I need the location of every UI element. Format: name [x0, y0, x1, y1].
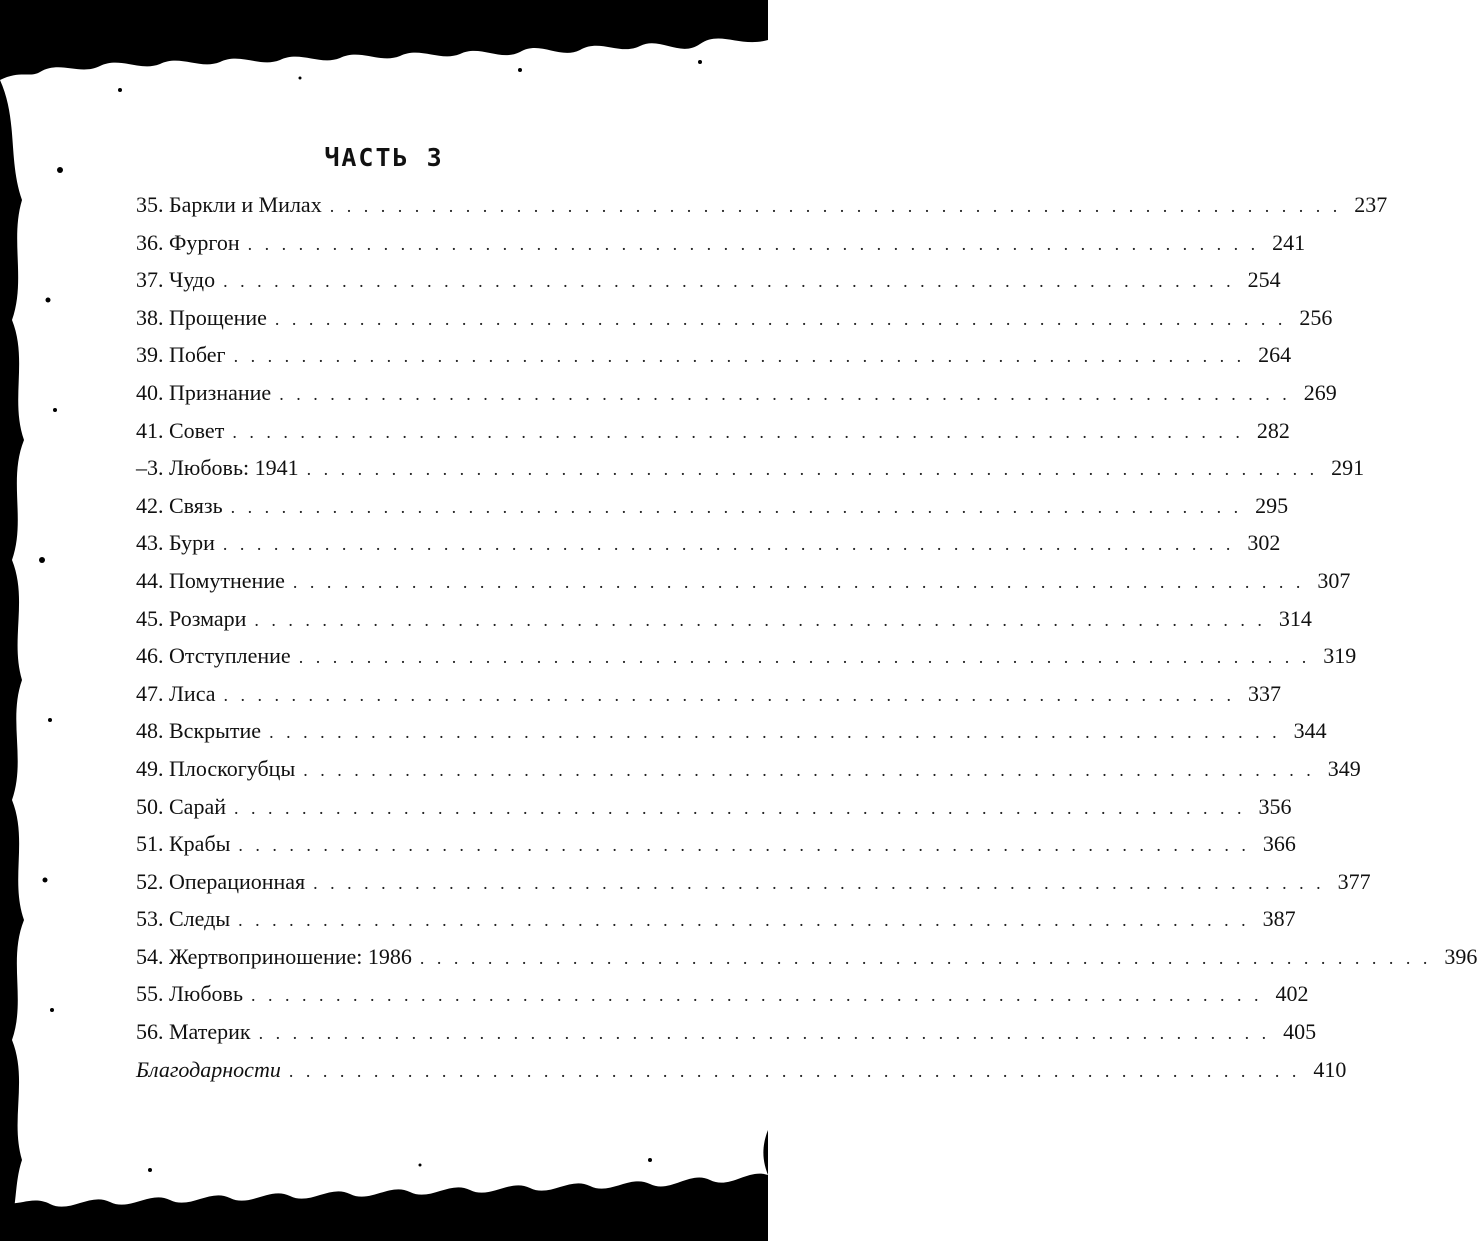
toc-entry-title: 49. Плоскогубцы	[136, 755, 296, 781]
toc-leader-dots: . . . . . . . . . . . . . . . . . . . . . . . . . . . . . . . . . . . . . . . . . . . . . . . . . . . . . . . . . . . .	[223, 684, 1235, 705]
toc-entry-page: 396	[1444, 943, 1477, 969]
toc-leader-dots: . . . . . . . . . . . . . . . . . . . . . . . . . . . . . . . . . . . . . . . . . . . . . . . . . . . . . . . . . . . .	[238, 910, 1250, 931]
toc-leader-dots: . . . . . . . . . . . . . . . . . . . . . . . . . . . . . . . . . . . . . . . . . . . . . . . . . . . . . . . . . . . .	[279, 383, 1291, 404]
toc-entry-page: 405	[1283, 1019, 1317, 1045]
toc-entry-title: 46. Отступление	[136, 643, 291, 669]
toc-entry	[136, 487, 1289, 525]
toc-entry-page: 291	[1331, 455, 1365, 481]
toc-entry	[136, 374, 1337, 412]
toc-entry	[136, 825, 1296, 863]
toc-leader-dots: . . . . . . . . . . . . . . . . . . . . . . . . . . . . . . . . . . . . . . . . . . . . . . . . . . . . . . . . . . . .	[303, 759, 1315, 780]
toc-entry-page: 256	[1299, 304, 1333, 330]
toc-entry	[136, 900, 1296, 938]
toc-leader-dots: . . . . . . . . . . . . . . . . . . . . . . . . . . . . . . . . . . . . . . . . . . . . . . . . . . . . . . . . . . . .	[329, 196, 1342, 216]
toc-leader-dots: . . . . . . . . . . . . . . . . . . . . . . . . . . . . . . . . . . . . . . . . . . . . . . . . . . . . . . . . . . . .	[232, 421, 1244, 442]
toc-entry	[136, 449, 1365, 487]
toc-entry-page: 387	[1262, 906, 1296, 932]
toc-leader-dots: . . . . . . . . . . . . . . . . . . . . . . . . . . . . . . . . . . . . . . . . . . . . . . . . . . . . . . . . . . . .	[269, 722, 1281, 743]
toc-entry	[136, 1013, 1317, 1051]
toc-entry-page: 377	[1337, 868, 1371, 894]
toc-leader-dots: . . . . . . . . . . . . . . . . . . . . . . . . . . . . . . . . . . . . . . . . . . . . . . . . . . . . . . . . . . . .	[298, 647, 1311, 668]
toc-entry-title: 40. Признание	[136, 379, 272, 405]
toc-entry-title: 51. Крабы	[136, 831, 231, 857]
toc-entry-page: 307	[1317, 567, 1351, 593]
toc-entry-title: –3. Любовь: 1941	[136, 455, 299, 481]
toc-entry-title: 53. Следы	[136, 906, 231, 932]
toc-leader-dots: . . . . . . . . . . . . . . . . . . . . . . . . . . . . . . . . . . . . . . . . . . . . . . . . . . . . . . . . . . . .	[250, 985, 1263, 1006]
toc-leader-dots: . . . . . . . . . . . . . . . . . . . . . . . . . . . . . . . . . . . . . . . . . . . . . . . . . . . . . . . . . . . .	[233, 797, 1246, 818]
toc-entry	[136, 224, 1306, 262]
toc-entry-page: 356	[1258, 793, 1292, 819]
toc-entry-title: 39. Побег	[136, 342, 226, 368]
toc-entry	[136, 336, 1292, 374]
toc-leader-dots: . . . . . . . . . . . . . . . . . . . . . . . . . . . . . . . . . . . . . . . . . . . . . . . . . . . . . . . . . . . .	[274, 308, 1287, 329]
toc-entry-title: 48. Вскрытие	[136, 718, 262, 744]
toc-entry	[136, 975, 1309, 1013]
table-of-contents	[136, 186, 1477, 1088]
toc-entry-page: 410	[1313, 1056, 1347, 1082]
toc-entry-page: 402	[1275, 981, 1309, 1007]
toc-leader-dots: . . . . . . . . . . . . . . . . . . . . . . . . . . . . . . . . . . . . . . . . . . . . . . . . . . . . . . . . . . . .	[247, 233, 1260, 254]
toc-entry	[136, 299, 1333, 337]
toc-entry-page: 349	[1327, 755, 1361, 781]
toc-entry	[136, 863, 1371, 901]
toc-entry	[136, 600, 1312, 638]
toc-leader-dots: . . . . . . . . . . . . . . . . . . . . . . . . . . . . . . . . . . . . . . . . . . . . . . . . . . . . . . . . . . . .	[238, 835, 1250, 856]
toc-entry-page: 282	[1256, 417, 1290, 443]
toc-entry-title: 55. Любовь	[136, 981, 243, 1007]
section-heading: ЧАСТЬ 3	[324, 143, 444, 172]
toc-entry	[136, 712, 1327, 750]
toc-entry	[136, 1051, 1347, 1089]
toc-leader-dots: . . . . . . . . . . . . . . . . . . . . . . . . . . . . . . . . . . . . . . . . . . . . . . . . . . . . . . . . . . . .	[313, 872, 1325, 893]
toc-entry-page: 337	[1248, 680, 1281, 706]
toc-leader-dots: . . . . . . . . . . . . . . . . . . . . . . . . . . . . . . . . . . . . . . . . . . . . . . . . . . . . . . . . . . . .	[233, 346, 1246, 367]
toc-entry	[136, 750, 1361, 788]
toc-leader-dots: . . . . . . . . . . . . . . . . . . . . . . . . . . . . . . . . . . . . . . . . . . . . . . . . . . . . . . . . . . . .	[222, 534, 1235, 555]
toc-entry-title: 54. Жертвоприношение: 1986	[136, 943, 412, 969]
toc-entry-page: 314	[1278, 605, 1312, 631]
toc-entry	[136, 524, 1281, 562]
toc-entry-page: 264	[1258, 342, 1292, 368]
toc-leader-dots: . . . . . . . . . . . . . . . . . . . . . . . . . . . . . . . . . . . . . . . . . . . . . . . . . . . . . . . . . . . .	[292, 571, 1305, 592]
toc-leader-dots: . . . . . . . . . . . . . . . . . . . . . . . . . . . . . . . . . . . . . . . . . . . . . . . . . . . . . . . . . . . .	[288, 1060, 1301, 1081]
toc-entry	[136, 938, 1477, 976]
toc-leader-dots: . . . . . . . . . . . . . . . . . . . . . . . . . . . . . . . . . . . . . . . . . . . . . . . . . . . . . . . . . . . .	[254, 609, 1266, 630]
toc-entry	[136, 675, 1281, 713]
toc-entry-title: 41. Совет	[136, 417, 225, 443]
toc-entry-page: 254	[1247, 267, 1281, 293]
toc-entry-page: 302	[1247, 530, 1281, 556]
toc-entry	[136, 562, 1351, 600]
toc-entry-title: 44. Помутнение	[136, 567, 285, 593]
toc-leader-dots: . . . . . . . . . . . . . . . . . . . . . . . . . . . . . . . . . . . . . . . . . . . . . . . . . . . . . . . . . . . .	[223, 271, 1235, 292]
toc-entry-title: 52. Операционная	[136, 868, 306, 894]
toc-entry-page: 269	[1303, 379, 1337, 405]
toc-entry-title: Благодарности	[136, 1056, 281, 1082]
toc-leader-dots: . . . . . . . . . . . . . . . . . . . . . . . . . . . . . . . . . . . . . . . . . . . . . . . . . . . . . . . . . . . .	[419, 947, 1432, 968]
toc-entry-title: 47. Лиса	[136, 680, 216, 706]
toc-entry-title: 50. Сарай	[136, 793, 226, 819]
toc-entry-page: 344	[1293, 718, 1327, 744]
toc-entry-title: 45. Розмари	[136, 605, 247, 631]
toc-leader-dots: . . . . . . . . . . . . . . . . . . . . . . . . . . . . . . . . . . . . . . . . . . . . . . . . . . . . . . . . . . . .	[306, 459, 1319, 480]
toc-entry	[136, 637, 1357, 675]
toc-entry-title: 56. Материк	[136, 1019, 251, 1045]
toc-entry-page: 295	[1255, 492, 1289, 518]
toc-entry-title: 43. Бури	[136, 530, 215, 556]
toc-entry-page: 241	[1272, 229, 1306, 255]
toc-entry-page: 366	[1262, 831, 1296, 857]
toc-leader-dots: . . . . . . . . . . . . . . . . . . . . . . . . . . . . . . . . . . . . . . . . . . . . . . . . . . . . . . . . . . . .	[258, 1023, 1271, 1044]
toc-entry-page: 319	[1323, 643, 1357, 669]
toc-entry	[136, 412, 1290, 450]
toc-entry	[136, 261, 1281, 299]
toc-entry-page: 237	[1354, 192, 1388, 217]
toc-entry	[136, 788, 1292, 826]
toc-entry-title: 38. Прощение	[136, 304, 267, 330]
toc-entry-title: 42. Связь	[136, 492, 223, 518]
toc-entry-title: 35. Баркли и Милах	[136, 192, 322, 217]
toc-entry	[136, 186, 1388, 224]
toc-entry-title: 36. Фургон	[136, 229, 240, 255]
toc-entry-title: 37. Чудо	[136, 267, 216, 293]
toc-leader-dots: . . . . . . . . . . . . . . . . . . . . . . . . . . . . . . . . . . . . . . . . . . . . . . . . . . . . . . . . . . . .	[230, 496, 1243, 517]
